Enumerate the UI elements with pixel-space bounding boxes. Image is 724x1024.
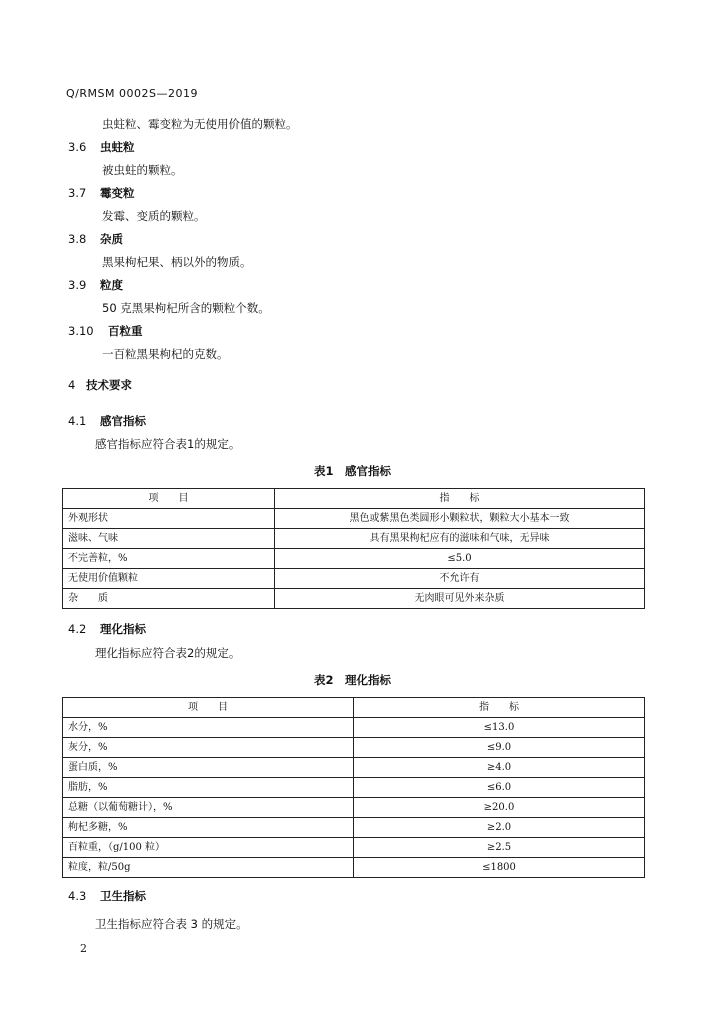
table-row xyxy=(63,798,645,818)
table2-caption: 表2 理化指标 xyxy=(314,673,392,687)
table-row xyxy=(63,838,645,858)
table1-caption: 表1 感官指标 xyxy=(314,464,392,478)
clause-4-2-text: 理化指标应符合表2的规定。 xyxy=(95,646,241,660)
row-value: ≤1800 xyxy=(354,858,645,878)
table-row xyxy=(63,569,645,589)
table-row xyxy=(63,589,645,609)
section-4-heading xyxy=(68,377,132,393)
row-value: ≥2.5 xyxy=(354,838,645,858)
header-indicator: 指 标 xyxy=(354,698,645,718)
section-title: 技术要求 xyxy=(86,378,132,392)
clause-4-1-text: 感官指标应符合表1的规定。 xyxy=(95,437,241,451)
row-value: ≥4.0 xyxy=(354,758,645,778)
row-value: 具有黑果枸杞应有的滋味和气味，无异味 xyxy=(275,529,645,549)
page-number: 2 xyxy=(80,942,87,955)
continuation-text: 虫蛀粒、霉变粒为无使用价值的颗粒。 xyxy=(102,117,298,131)
row-value: ≥20.0 xyxy=(354,798,645,818)
table-header-row xyxy=(63,698,645,718)
row-value: ≥2.0 xyxy=(354,818,645,838)
row-item: 不完善粒，% xyxy=(63,549,275,569)
clause-number: 3.9 xyxy=(68,278,87,292)
row-item: 总糖（以葡萄糖计），% xyxy=(63,798,354,818)
row-item: 百粒重，（g/100 粒） xyxy=(63,838,354,858)
row-item: 灰分，% xyxy=(63,738,354,758)
row-item: 脂肪，% xyxy=(63,778,354,798)
row-item: 杂 质 xyxy=(63,589,275,609)
section-number: 4 xyxy=(68,378,76,392)
table-row xyxy=(63,549,645,569)
clause-number: 3.8 xyxy=(68,232,87,246)
table-row xyxy=(63,758,645,778)
clause-number: 3.10 xyxy=(68,324,94,338)
row-item: 水分，% xyxy=(63,718,354,738)
clause-title: 百粒重 xyxy=(108,324,143,338)
clause-3-6-heading xyxy=(68,139,135,155)
clause-title: 理化指标 xyxy=(100,622,146,636)
row-item: 无使用价值颗粒 xyxy=(63,569,275,589)
row-value: 黑色或紫黑色类圆形小颗粒状，颗粒大小基本一致 xyxy=(275,509,645,529)
clause-3-7-text: 发霉、变质的颗粒。 xyxy=(102,209,206,223)
table-row xyxy=(63,738,645,758)
table-row xyxy=(63,818,645,838)
clause-title: 感官指标 xyxy=(100,414,146,428)
clause-number: 3.6 xyxy=(68,140,87,154)
row-item: 外观形状 xyxy=(63,509,275,529)
row-value: ≤13.0 xyxy=(354,718,645,738)
row-value: 无肉眼可见外来杂质 xyxy=(275,589,645,609)
row-item: 蛋白质，% xyxy=(63,758,354,778)
clause-3-8-text: 黑果枸杞果、柄以外的物质。 xyxy=(102,255,252,269)
clause-title: 卫生指标 xyxy=(100,889,146,903)
clause-title: 杂质 xyxy=(100,232,123,246)
clause-4-3-heading xyxy=(68,888,146,904)
row-item: 枸杞多糖，% xyxy=(63,818,354,838)
header-item: 项 目 xyxy=(63,698,354,718)
clause-3-10-text: 一百粒黑果枸杞的克数。 xyxy=(102,347,229,361)
clause-4-3-text: 卫生指标应符合表 3 的规定。 xyxy=(95,917,248,931)
row-value: ≤5.0 xyxy=(275,549,645,569)
clause-4-1-heading xyxy=(68,413,146,429)
table1-sensory xyxy=(62,488,645,609)
clause-3-9-heading xyxy=(68,277,123,293)
row-value: ≤9.0 xyxy=(354,738,645,758)
clause-number: 4.3 xyxy=(68,889,87,903)
clause-3-10-heading xyxy=(68,323,143,339)
table-row xyxy=(63,509,645,529)
table-row xyxy=(63,858,645,878)
row-item: 滋味、气味 xyxy=(63,529,275,549)
clause-number: 4.1 xyxy=(68,414,87,428)
clause-number: 3.7 xyxy=(68,186,87,200)
clause-title: 粒度 xyxy=(100,278,123,292)
table-row xyxy=(63,778,645,798)
clause-3-8-heading xyxy=(68,231,123,247)
clause-4-2-heading xyxy=(68,621,146,637)
clause-title: 霉变粒 xyxy=(100,186,135,200)
clause-title: 虫蛀粒 xyxy=(100,140,135,154)
header-indicator: 指 标 xyxy=(275,489,645,509)
clause-number: 4.2 xyxy=(68,622,87,636)
row-item: 粒度，粒/50g xyxy=(63,858,354,878)
clause-3-9-text: 50 克黑果枸杞所含的颗粒个数。 xyxy=(102,301,270,315)
table-row xyxy=(63,718,645,738)
clause-3-7-heading xyxy=(68,185,135,201)
clause-3-6-text: 被虫蛀的颗粒。 xyxy=(102,163,183,177)
row-value: ≤6.0 xyxy=(354,778,645,798)
table2-physicochemical xyxy=(62,697,645,878)
row-value: 不允许有 xyxy=(275,569,645,589)
table-header-row xyxy=(63,489,645,509)
standard-code-header: Q/RMSM 0002S—2019 xyxy=(66,87,198,100)
header-item: 项 目 xyxy=(63,489,275,509)
table-row xyxy=(63,529,645,549)
